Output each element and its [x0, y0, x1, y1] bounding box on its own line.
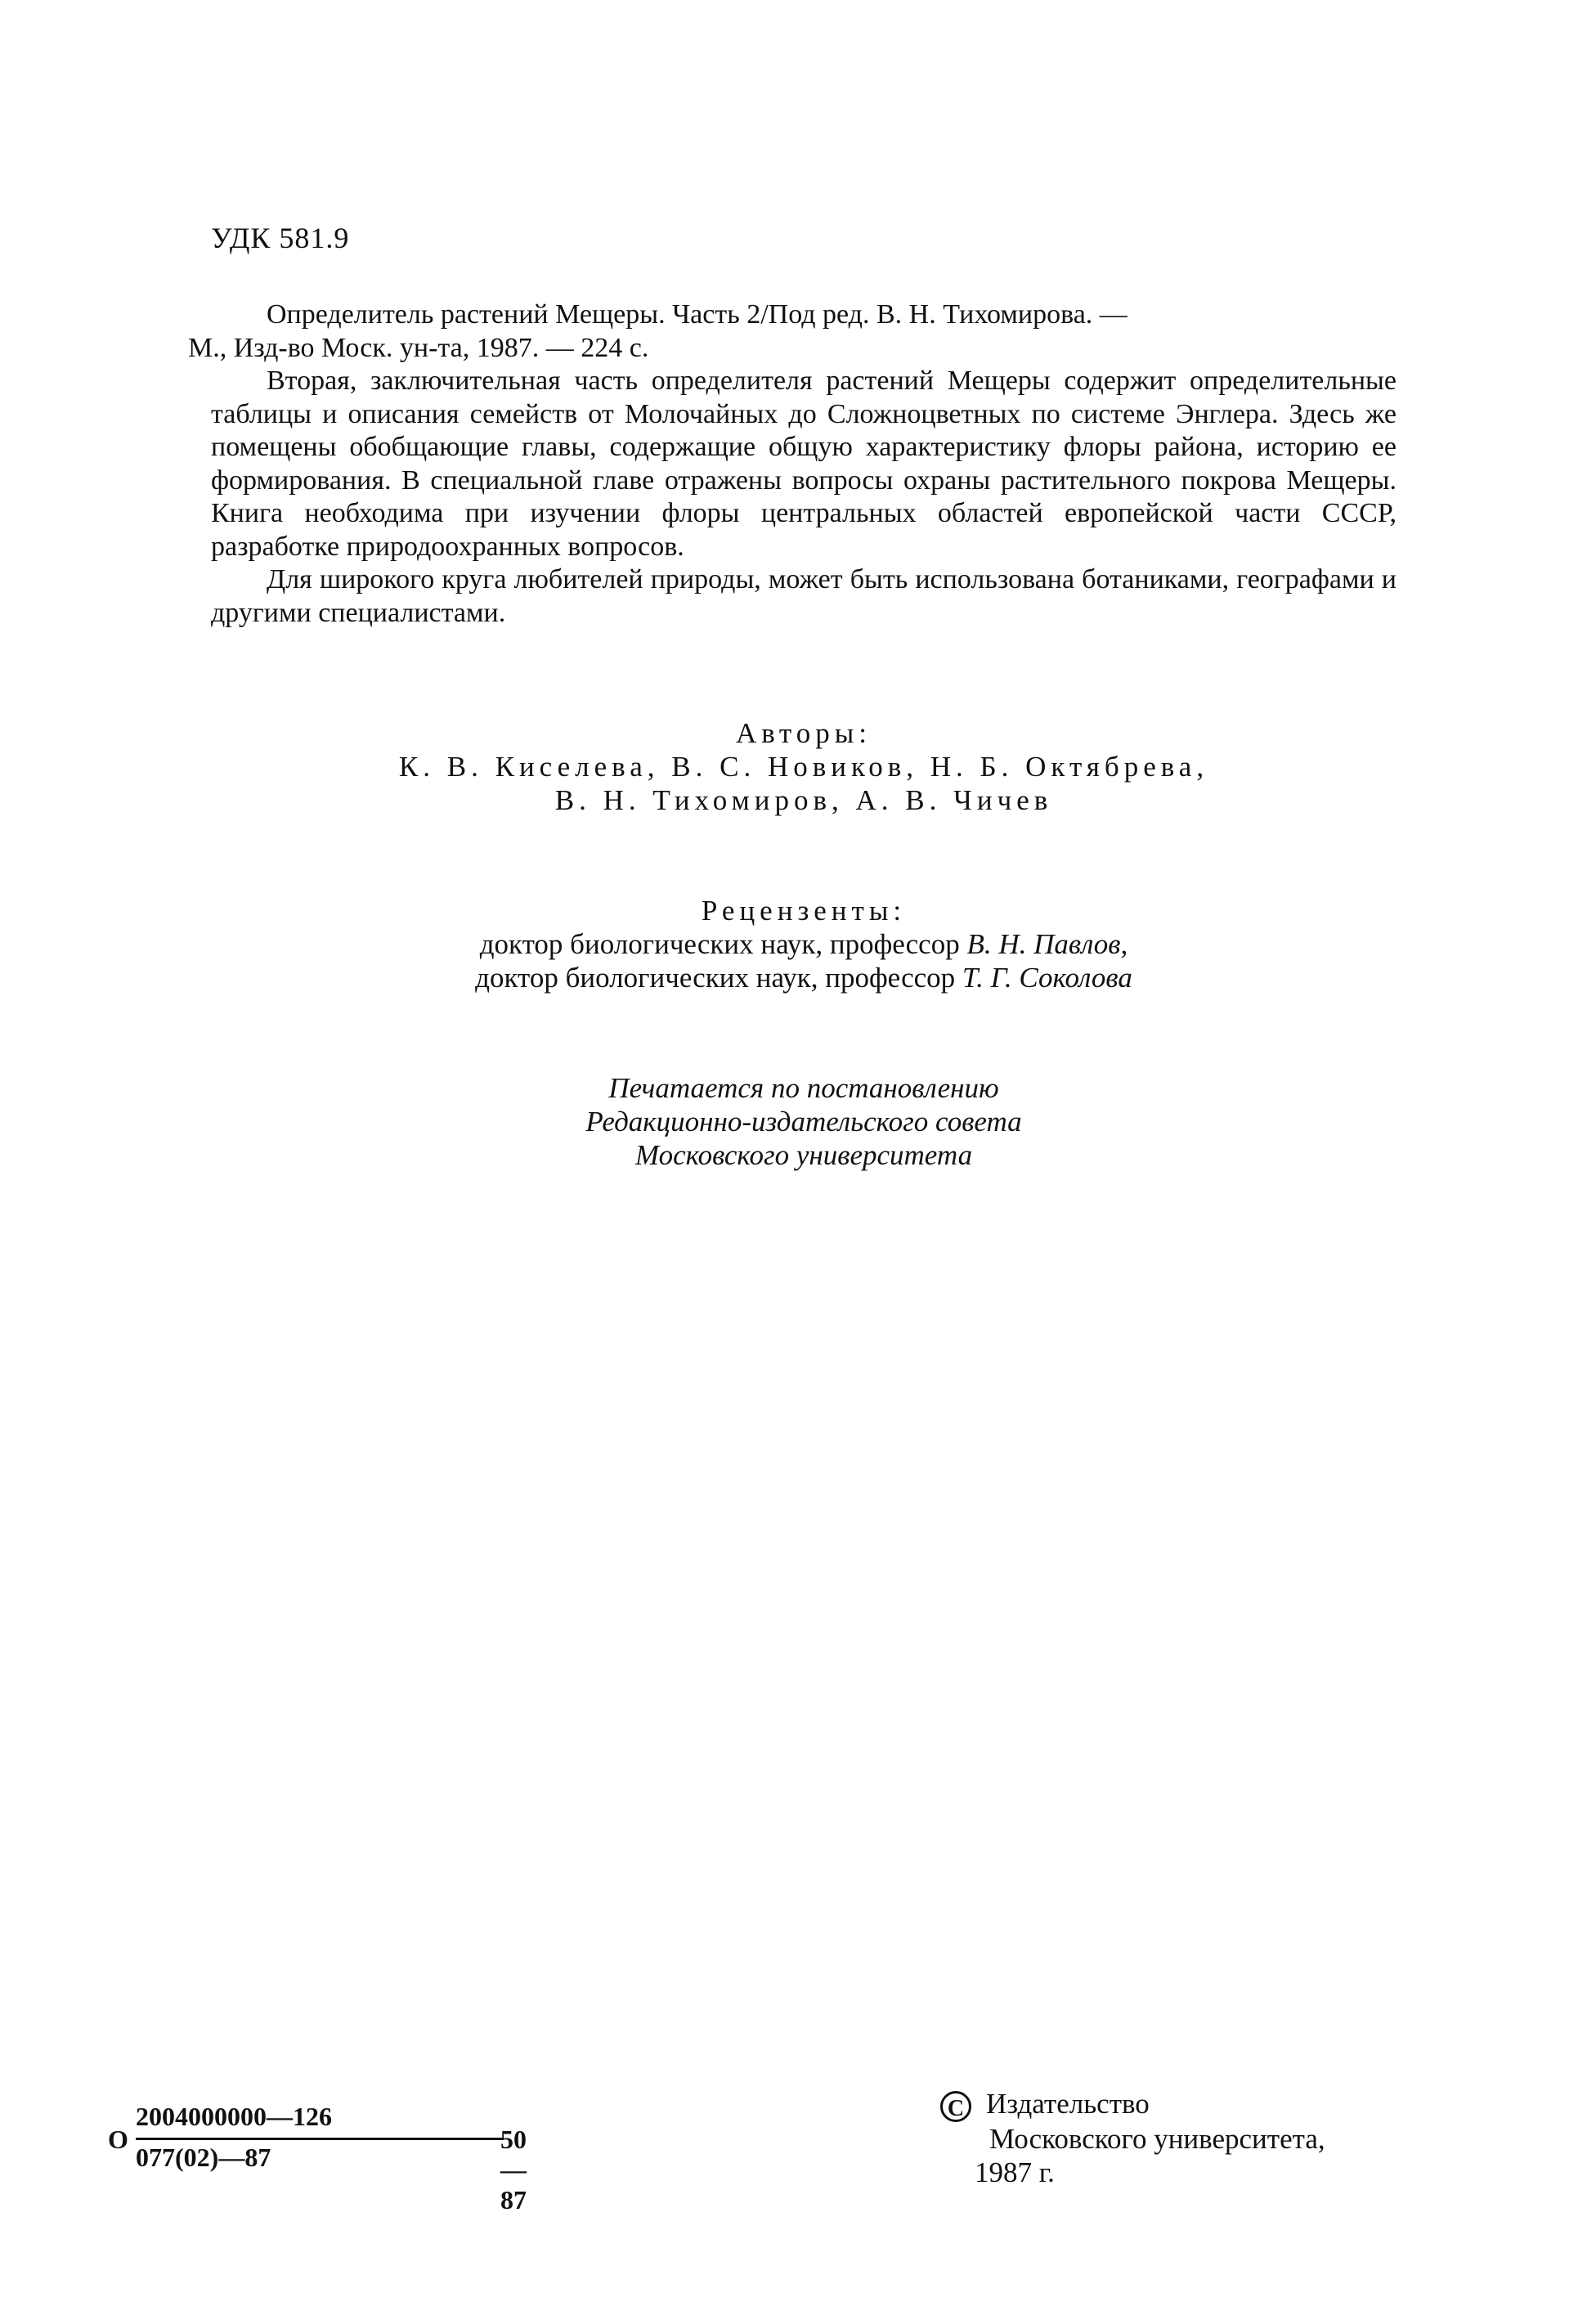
reviewer-1-title: доктор биологических наук, профессор [479, 928, 967, 960]
annotation-block [188, 298, 1396, 630]
reviewers-heading: Рецензенты: [701, 895, 907, 927]
copyright-line-2: Московского университета, [989, 2122, 1325, 2155]
bibliographic-description [188, 298, 1396, 365]
copyright-year: 1987 г. [975, 2156, 1055, 2188]
bibliographic-line-1: Определитель растений Мещеры. Часть 2/Под ред. В. Н. Тихомирова. — [267, 299, 1128, 330]
authors-heading: Авторы: [735, 717, 872, 749]
copyright-line-1 [940, 2087, 1325, 2122]
publication-note-line-3: Московского университета [634, 1139, 973, 1171]
code-fraction-rule [136, 2138, 504, 2140]
summary-paragraph: Вторая, заключительная часть определителя растений Мещеры содержит определительные таблицы и описания семейств от Молочайных до Сложноцветных по системе Энглера. Здесь же помещены обобщающие главы, содержащие общую характеристику флоры района, историю ее формирования. В специальной главе отражены вопросы охраны растительного покрова Мещеры. Книга необходима при изучении флоры центральных областей европейской части СССР, разработке природоохранных вопросов. [211, 366, 1396, 562]
code-numerator: 2004000000—126 [136, 2102, 332, 2131]
authors-line-2: В. Н. Тихомиров, А. В. Чичев [554, 784, 1053, 816]
reviewer-1-name: В. Н. Павлов, [966, 928, 1128, 960]
publication-note-line-1: Печатается по постановлению [608, 1072, 999, 1104]
reviewer-2-name: Т. Г. Соколова [962, 962, 1132, 994]
copyright-publisher: Издательство [986, 2088, 1150, 2120]
reviewer-1 [211, 927, 1396, 961]
publication-note [211, 1071, 1396, 1172]
reviewer-2 [211, 961, 1396, 994]
udk-code: УДК 581.9 [211, 222, 350, 254]
copyright-block [940, 2087, 1325, 2189]
reviewer-2-title: доктор биологических наук, профессор [475, 962, 962, 994]
publication-note-line-2: Редакционно-издательского совета [585, 1106, 1022, 1138]
code-denominator: 077(02)—87 [136, 2143, 271, 2172]
code-suffix: 50—87 [500, 2125, 527, 2214]
bibliographic-line-2: М., Изд-во Моск. ун-та, 1987. — 224 с. [188, 332, 649, 363]
copyright-icon: C [940, 2091, 971, 2122]
authors-line-1: К. В. Киселева, В. С. Новиков, Н. Б. Октябрева, [398, 751, 1209, 783]
audience-paragraph: Для широкого круга любителей природы, может быть использована ботаниками, географами и другими специалистами. [211, 564, 1396, 628]
reviewers-block [211, 894, 1396, 994]
authors-block [211, 716, 1396, 817]
code-prefix: О [108, 2125, 128, 2154]
publication-code [108, 2102, 527, 2214]
